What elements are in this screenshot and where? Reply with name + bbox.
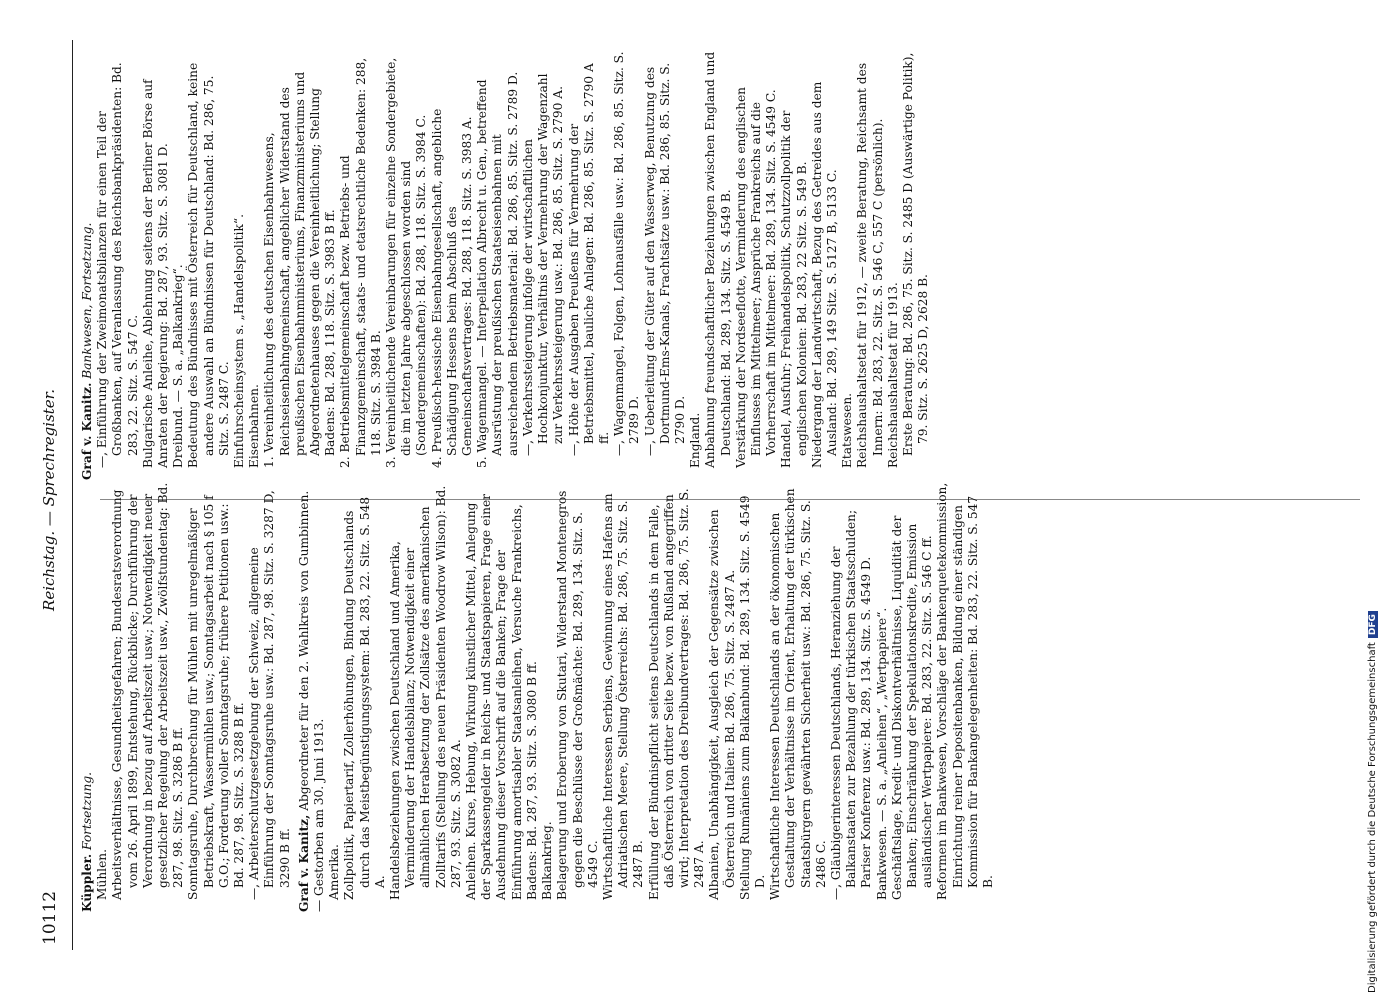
register-entry: Sonntagsruhe, Durchbrechung für Mühlen mit unregelmäßiger Betriebskraft, Wassermühlen usw.; Sonntagsarbeit nach § 105 f G.O.; Forderung voller Sonntagsruhe; frühere Petitionen usw.: Bd. 287, 98. Sitz. S. 3288 B ff.: [186, 495, 247, 900]
register-entry: Etatswesen.: [840, 392, 855, 468]
register-entry: England.: [688, 412, 703, 468]
register-entry: —, Arbeiterschutzgesetzgebung der Schweiz, allgemeine Einführung der Sonntagsruhe usw.: Bd. 287, 98. Sitz. S. 3287 D, 3290 B ff.: [247, 490, 292, 900]
register-entry: —, Höhe der Ausgaben Preußens für Vermehrung der Betriebsmittel, bauliche Anlagen: Bd. 286, 85. Sitz. S. 2790 A ff.: [566, 63, 611, 456]
register-entry: Bedeutung des Bündnisses mit Österreich für Deutschland, keine andere Auswahl an Bündnissen für Deutschland: Bd. 286, 75. Sitz. S. 2487 C.: [186, 62, 231, 468]
register-entry: Bankwesen. — S. a. „Anleihen“, „Wertpapiere“.: [874, 607, 889, 900]
register-entry: 4. Preußisch-hessische Eisenbahngesellschaft, angebliche Schädigung Hessens beim Abschluß des Gemeinschaftsvertrages: Bd. 288, 118. Sitz. S. 3983 A.: [429, 108, 475, 468]
digitization-note-text: Digitalisierung gefördert durch die Deutsche Forschungsgemeinschaft: [1367, 642, 1378, 993]
register-entry: Reichshaushaltsetat für 1913.: [885, 282, 900, 468]
register-entry: Erste Beratung: Bd. 286, 75. Sitz. S. 2485 D (Auswärtige Politik), 79. Sitz. S. 2625 D, 2628 B.: [900, 52, 931, 456]
register-entry: [297, 482, 327, 912]
register-entry: —, Einführung der Zweimonatsbilanzen für einen Teil der Großbanken, auf Veranlassung des Reichsbankpräsidenten: Bd. 283, 22. Sitz. S. 547 C.: [95, 62, 140, 468]
header-rule: [72, 40, 73, 950]
entry-text: Fortsetzung.: [80, 771, 94, 854]
dfg-logo: DFG: [1368, 611, 1378, 638]
register-entry: 2. Betriebsmittelgemeinschaft bezw. Betriebs- und Finanzgemeinschaft, staats- und etatsrechtliche Bedenken: 288, 118. Sitz. S. 3984 B.: [338, 57, 383, 468]
page-header: [40, 0, 70, 1000]
register-entry: Arbeitsverhältnisse, Gesundheitsgefahren; Bundesratsverordnung vom 26. April 1899, Entstehung, Rückblicke; Durchführung der Verordnung in bezug auf Arbeitszeit usw.; Notwendigkeit neuer gesetzlicher Regelung der Arbeitszeit usw., Zwölfstundentag: Bd. 287, 98. Sitz. S. 3286 B ff.: [110, 482, 186, 900]
register-entry: Eisenbahnen.: [247, 384, 262, 468]
register-entry: Anleihen. Kurse, Hebung, Wirkung künstlicher Mittel, Anlegung der Sparkassengelder in Reichs- und Staatspapieren, Frage einer Ausdehnung dieser Vorschrift auf die Banken; Frage der Einführung amortisabler Staatsanleihen, Versuche Frankreichs, Badens: Bd. 287, 93. Sitz. S. 3080 B ff.: [464, 494, 539, 900]
page-number: 10112: [40, 890, 60, 945]
register-entry: Einfuhrscheinsystem s. „Handelspolitik“.: [232, 214, 247, 468]
entry-text: Bankwesen, Fortsetzung.: [80, 222, 94, 383]
digitization-note: [1365, 8, 1381, 993]
left-column: [80, 482, 996, 912]
register-entry: Geschäftslage, Kredit- und Diskontverhältnisse, Liquidität der Banken; Einschränkung der Spekulationskredite, Emission ausländischer Wertpapiere: Bd. 283, 22. Sitz. S. 546 C ff.: [889, 515, 935, 900]
register-entry: 1. Vereinheitlichung des deutschen Eisenbahnwesens, Reichseisenbahngemeinschaft, angeblicher Widerstand des preußischen Eisenbahnministeriums, Finanzministeriums und Abgeordnetenhauses gegen die Vereinheitlichung; Stellung Badens: Bd. 288, 118. Sitz. S. 3983 B ff.: [262, 71, 338, 468]
register-entry: Albanien, Unabhängigkeit, Ausgleich der Gegensätze zwischen Österreich und Italien: Bd. 286, 75. Sitz. S. 2487 A.: [707, 509, 737, 900]
register-entry: Amerika.: [327, 844, 342, 900]
speaker-name: Graf v. Kanitz,: [296, 814, 311, 912]
register-entry: Stellung Rumäniens zum Balkanbund: Bd. 289, 134. Sitz. S. 4549 D.: [737, 495, 767, 900]
register-entry: Niedergang der Landwirtschaft, Bezug des Getreides aus dem Ausland: Bd. 289, 149 Sitz. S. 5127 B, 5133 C.: [809, 81, 839, 468]
register-entry: Handel, Ausfuhr; Freihandelspolitik, Schutzzollpolitik der englischen Kolonien: Bd. 283, 22 Sitz. S. 549 B.: [779, 110, 809, 468]
register-entry: Wirtschaftliche Interessen Serbiens, Gewinnung eines Hafens am Adriatischen Meere, Stellung Österreichs: Bd. 286, 75. Sitz. S. 2487 B.: [600, 493, 646, 900]
right-column: [80, 50, 931, 480]
speaker-name: Küppler.: [80, 853, 94, 912]
register-entry: Reichshaushaltsetat für 1912, — zweite Beratung, Reichsamt des Innern: Bd. 283, 22. Sitz. S. 546 C, 557 C (persönlich).: [855, 62, 885, 468]
register-entry: Bulgarische Anleihe, Ablehnung seitens der Berliner Börse auf Anraten der Regierung: Bd. 287, 93. Sitz. S. 3081 D.: [140, 79, 171, 468]
register-entry: —, Ueberleitung der Güter auf den Wasserweg, Benutzung des Dortmund-Ems-Kanals, Frachtsätze usw.: Bd. 286, 85. Sitz. S. 2790 D.: [642, 62, 687, 456]
register-entry: Erfüllung der Bündnispflicht seitens Deutschlands in dem Falle, daß Österreich von dritter Seite bezw. von Rußland angegriffen wird; Interpretation des Dreibundvertrages: Bd. 286, 75. Sitz. S. 2487 A.: [646, 488, 707, 900]
register-entry: Dreibund. — S. a. „Balkankrieg“.: [171, 264, 186, 468]
register-entry: —, Gläubigerinteressen Deutschlands, Heranziehung der Balkanstaaten zur Bezahlung der türkischen Staatsschulden; Pariser Konferenz usw.: Bd. 289, 134. Sitz. S. 4549 D.: [828, 509, 874, 900]
register-entry: Balkankrieg.: [540, 821, 555, 900]
running-title: Reichstag. — Sprechregister.: [40, 389, 58, 611]
register-entry: Verstärkung der Nordseeflotte, Verminderung des englischen Einflusses im Mittelmeer; Ansprüche Frankreichs auf die Vorherrschaft im Mittelmeer: Bd. 289, 134. Sitz. S. 4549 C.: [733, 87, 779, 468]
register-entry: Zollpolitik, Papiertarif, Zollerhöhungen, Bindung Deutschlands durch das Meistbegünstigungssystem: Bd. 283, 22. Sitz. S. 548 A.: [342, 496, 387, 900]
register-entry: Anbahnung freundschaftlicher Beziehungen zwischen England und Deutschland: Bd. 289, 134. Sitz. S. 4549 B.: [703, 51, 733, 468]
register-entry: Handelsbeziehungen zwischen Deutschland und Amerika, Verminderung der Handelsbilanz; Notwendigkeit einer allmählichen Herabsetzung der Zollsätze des amerikanischen Zolltarifs (Stellung des neuen Präsidenten Woodrow Wilson): Bd. 287, 93. Sitz. S. 3082 A.: [388, 485, 463, 900]
register-entry: Reformen im Bankwesen, Vorschläge der Bankenquetekommission, Einrichtung reiner Depositenbanken, Bildung einer ständigen Kommission für Bankangelegenheiten: Bd. 283, 22. Sitz. S. 547 B.: [935, 482, 995, 900]
speaker-name: Graf v. Kanitz.: [80, 382, 94, 480]
register-entry: —, Wagenmangel, Folgen, Lohnausfälle usw.: Bd. 286, 85. Sitz. S. 2789 D.: [612, 51, 642, 456]
register-entry: [80, 50, 95, 480]
register-entry: 3. Vereinheitlichende Vereinbarungen für einzelne Sondergebiete, die im letzten Jahre abgeschlossen worden sind (Sondergemeinschaften): Bd. 288, 118. Sitz. S. 3984 C.: [384, 57, 429, 468]
entry-text: Abgeordneter für den 2. Wahlkreis von Gumbinnen. — Gestorben am 30. Juni 1913.: [296, 490, 327, 912]
register-entry: [80, 482, 95, 912]
register-entry: Belagerung und Eroberung von Skutari, Widerstand Montenegros gegen die Beschlüsse der Großmächte: Bd. 289, 134. Sitz. S. 4549 C.: [555, 490, 600, 900]
register-entry: 5. Wagenmangel. — Interpellation Albrecht u. Gen., betreffend Ausrüstung der preußischen Staatseisenbahnen mit ausreichendem Betriebsmaterial: Bd. 286, 85. Sitz. S. 2789 D.: [475, 71, 520, 468]
register-entry: Mühlen.: [95, 848, 110, 900]
register-entry: Wirtschaftliche Interessen Deutschlands an der ökonomischen Gestaltung der Verhältnisse im Orient, Erhaltung der türkischen Staatsbürgern gewährten Sicherheit usw.: Bd. 286, 75. Sitz. S. 2486 C.: [768, 488, 828, 900]
register-entry: —, Verkehrssteigerung infolge der wirtschaftlichen Hochkonjunktur, Verhältnis der Vermehrung der Wagenzahl zur Verkehrssteigerung usw.: Bd. 286, 85. Sitz. S. 2790 A.: [520, 73, 566, 456]
